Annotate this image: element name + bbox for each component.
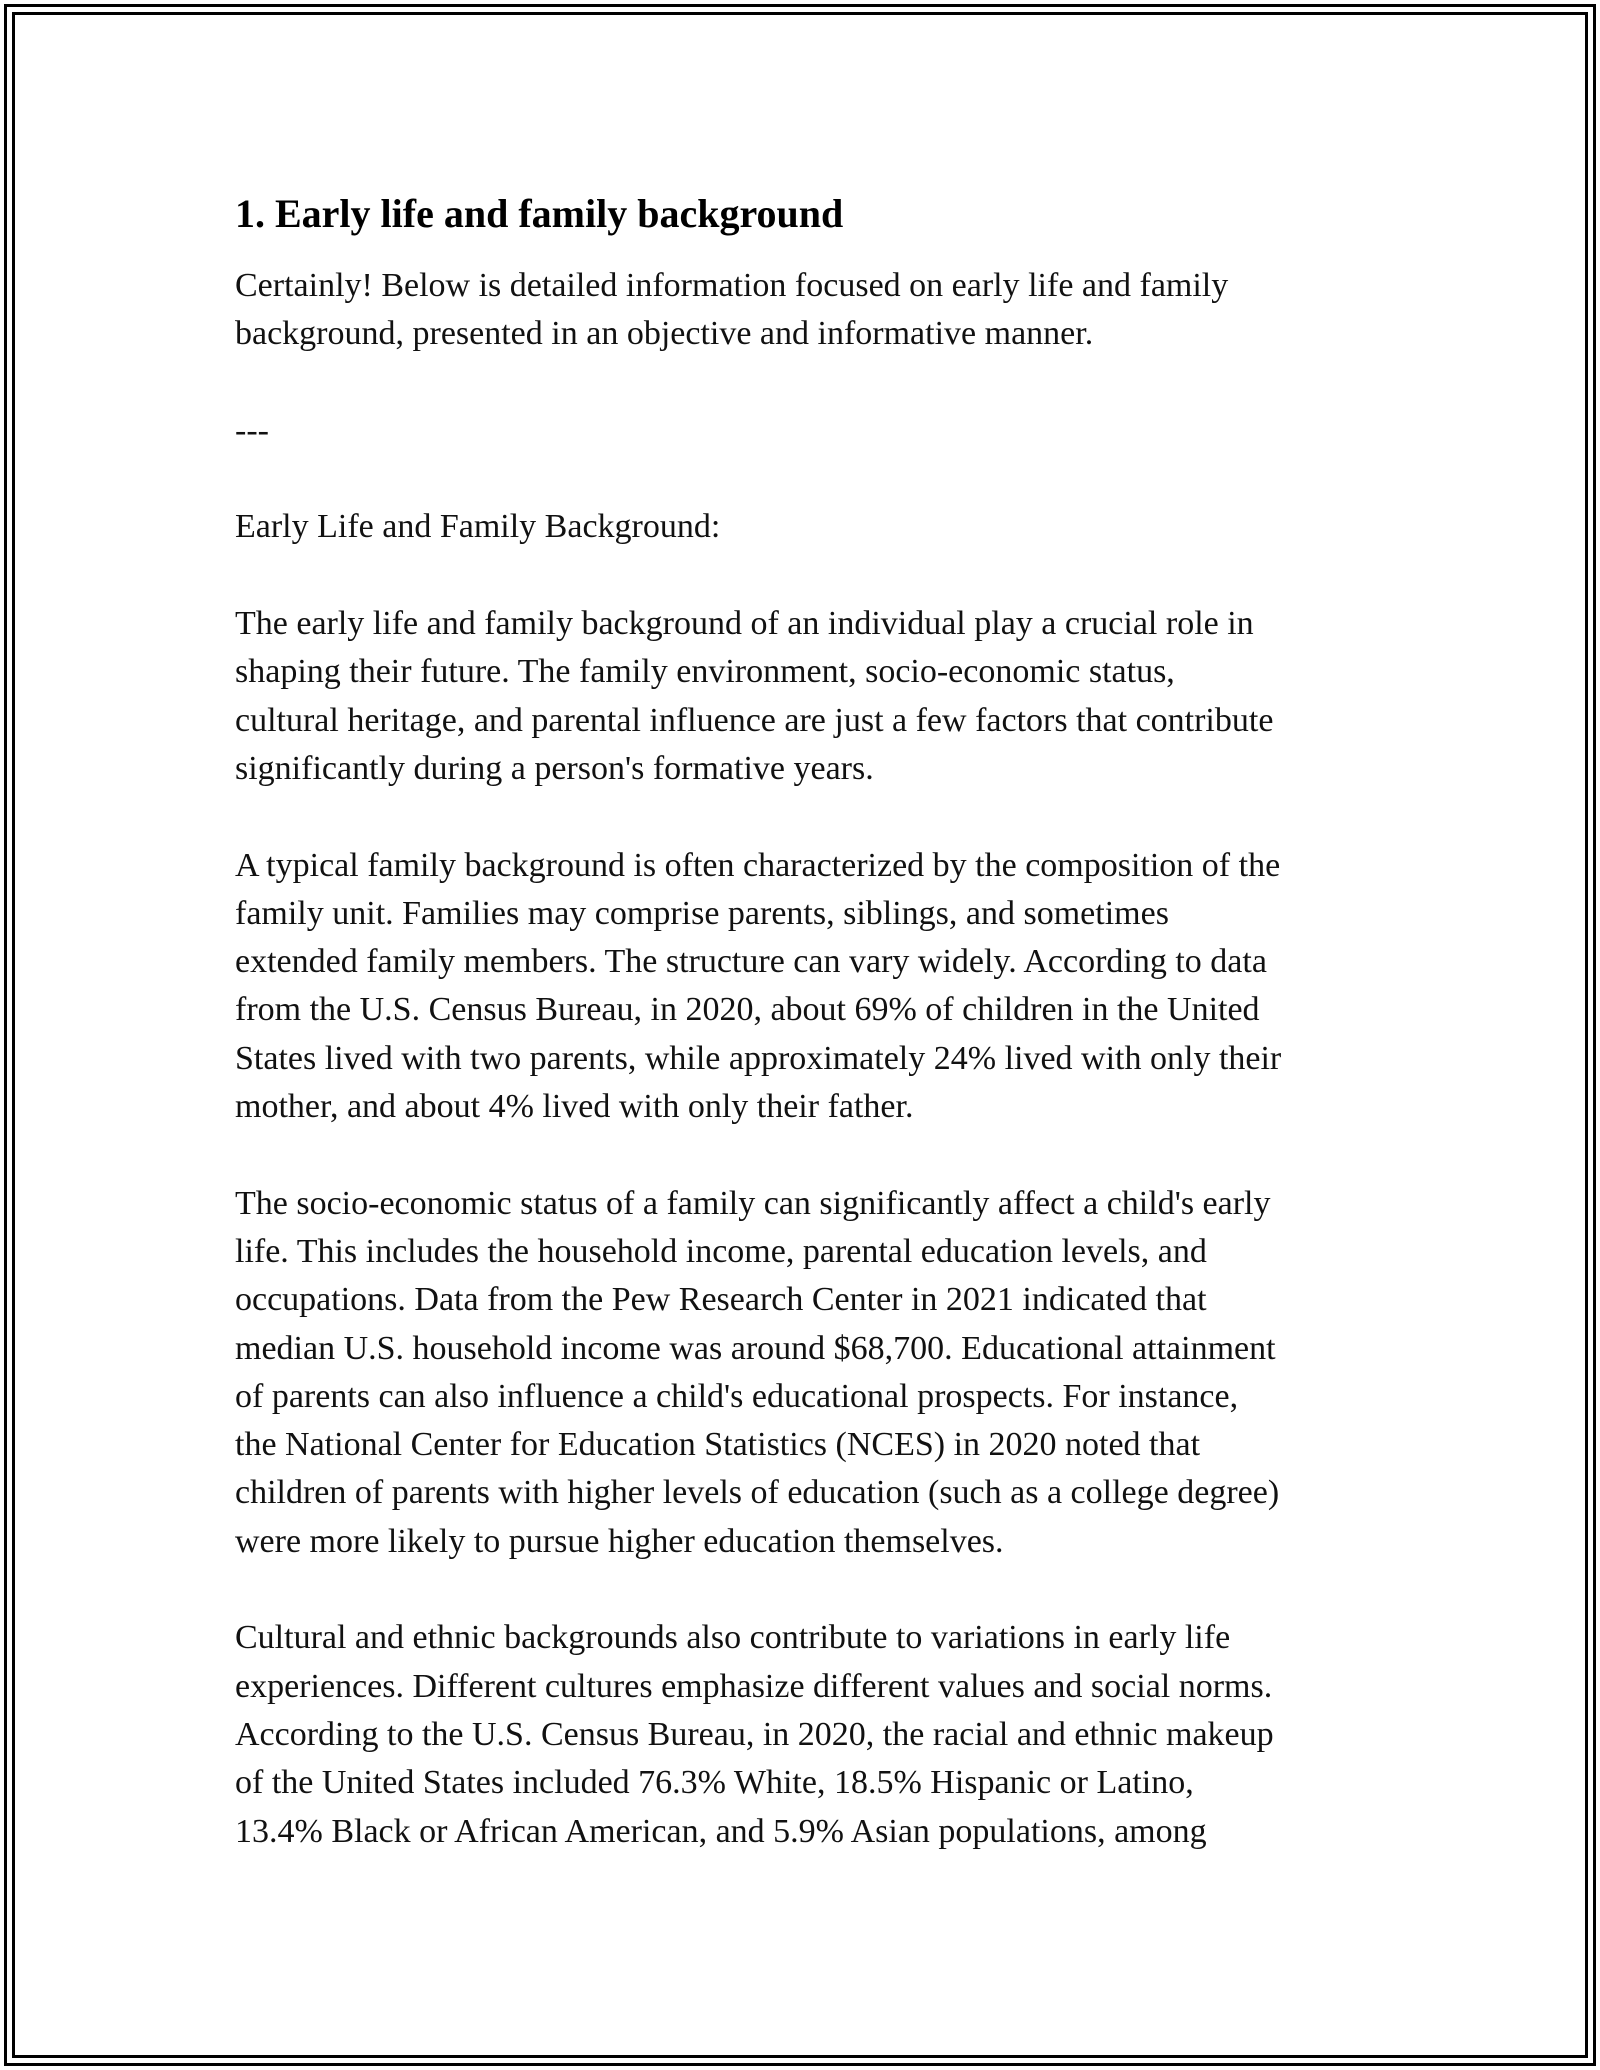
separator-line: --- xyxy=(235,411,269,449)
subsection-title: Early Life and Family Background: xyxy=(235,508,721,546)
paragraph-cultural: Cultural and ethnic backgrounds also contribute to variations in early life experiences. Different cultures emphasize different values and social norms. According to the U.S. Census Bureau, in 2020, the racial and ethnic makeup of the United States included 76.3% White, 18.5% Hispanic or Latino, 13.4% Black or African American, and 5.9% Asian populations, among xyxy=(235,1619,1274,1850)
section-heading: 1. Early life and family background xyxy=(235,191,844,236)
intro-paragraph: Certainly! Below is detailed information focused on early life and family background, presented in an objective and informative manner. xyxy=(235,267,1229,353)
paragraph-overview: The early life and family background of an individual play a crucial role in shaping their future. The family environment, socio-economic status, cultural heritage, and parental influence are just a few factors that contribute significantly during a person's formative years. xyxy=(235,605,1274,787)
paragraph-socio-economic: The socio-economic status of a family can significantly affect a child's early life. This includes the household income, parental education levels, and occupations. Data from the Pew Research Center in 2021 indicated that median U.S. household income was around $68,700. Educational attainment of parents can also influence a child's educational prospects. For instance, the National Center for Education Statistics (NCES) in 2020 noted that children of parents with higher levels of education (such as a college degree) were more likely to pursue higher education themselves. xyxy=(235,1184,1280,1560)
document-body xyxy=(235,188,1385,1856)
paragraph-family-structure: A typical family background is often characterized by the composition of the family unit. Families may comprise parents, siblings, and sometimes extended family members. The structure can vary widely. According to data from the U.S. Census Bureau, in 2020, about 69% of children in the United States lived with two parents, while approximately 24% lived with only their mother, and about 4% lived with only their father. xyxy=(235,846,1282,1126)
